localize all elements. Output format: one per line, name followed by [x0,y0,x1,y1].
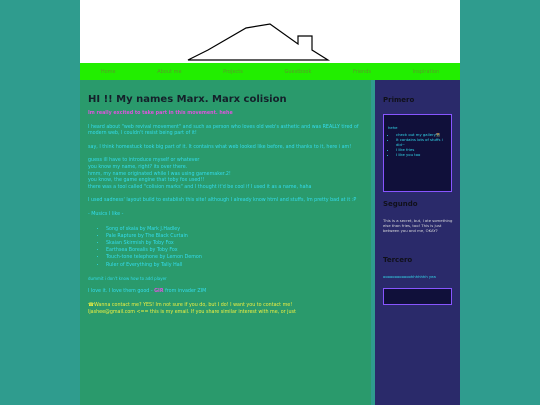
intro-line: hmm, my name originated while I was using gamemaker.2! [88,171,231,177]
sidebar-title-primero: Primero [383,96,415,104]
nav-friends[interactable]: Friends [353,68,371,75]
music-item: • Pale Rapture by The Black Curtain [106,233,368,240]
primero-item: • I like fries [396,147,448,152]
primero-hehe: hehe [388,125,398,130]
primero-list [388,132,448,157]
music-list [88,226,368,269]
page-title: HI !! My names Marx. Marx colision [88,94,287,105]
gir-suffix: from invader ZIM [165,289,207,295]
sidebar-title-tercero: Tercero [383,256,413,264]
nav-about-me[interactable]: About me [157,68,182,75]
contact-paragraph [88,303,368,316]
intro-text: Im really excited to take part in this movement. hehe [88,111,233,116]
nav-bar [80,63,460,80]
phone-icon: ☎ [88,302,94,308]
nav-home[interactable]: Home [100,68,116,75]
sidebar-title-segundo: Segundo [383,200,418,208]
intro-line: there was a tool called "colision marks" and I thought it'd be cool if I used it as a name, haha [88,184,312,190]
house-icon [186,14,336,62]
primero-item: • It contains lots of stuffs i did~ [396,137,448,147]
tercero-box [383,288,452,305]
header-banner [80,0,460,63]
page [80,0,460,405]
email-line: ljashee@gmail.com <== this is my email. If you share similar interest with me, or just [88,309,296,315]
sidebar [375,80,460,405]
primero-item: • I like you too [396,152,448,157]
tercero-text: oooooooooooohhhhhhh yea [383,274,436,279]
contact-text: Wanna contact me? YES! Im not sure if you do, but I do! I want you to contact me! [93,302,293,308]
primero-box [383,114,452,192]
paragraph-homestuck: say, I think homestuck took big part of it. It contains what web looked like before, and thanks to it, here i am! [88,144,352,150]
paragraph-layout: I used sadness' layout build to establish this site! although I already know html and stuffs, Im pretty bad at it :P [88,198,357,204]
music-heading: - Musics I like - [88,211,124,217]
segundo-text: This is a secret, but, I ate something else than fries, too! This is just between you and me, OKAY? [383,218,453,233]
primero-item-gallery[interactable]: • check out my gallery📸 [396,132,448,137]
gir-link[interactable]: GIR [154,289,164,295]
nav-projects[interactable]: Projects [223,68,243,75]
intro-line: you know my name, right? its over there. [88,164,188,170]
nav-inspiration[interactable]: Inspiration [412,68,440,75]
paragraph-web-revival: I heard about "web revival movement" and such as person who loves old web's asthetic and was REALLY tired of modern web, I couldn't resist being part of it! [88,124,359,137]
music-item: • Song of skaia by Mark J.Hadley [106,226,368,233]
music-item: • Touch-tone telephone by Lemon Demon [106,254,368,261]
player-note: dummit i don't know how to add player [88,275,167,281]
music-item: • Ruler of Everything by Tally Hall [106,262,368,269]
music-item: • Earthsea Borealis by Toby Fox [106,247,368,254]
music-item: • Skaian Skirmish by Toby Fox [106,240,368,247]
intro-line: you know, the game engine that toby fox used!! [88,178,205,184]
gir-prefix: I love it. I love them good - [88,289,153,295]
paragraph-introduction [88,158,368,191]
main-content [80,80,371,405]
gir-line [88,289,368,296]
intro-line: guess ill have to introduce myself or whatever [88,158,200,164]
nav-guestbook[interactable]: Guestbook [284,68,312,75]
